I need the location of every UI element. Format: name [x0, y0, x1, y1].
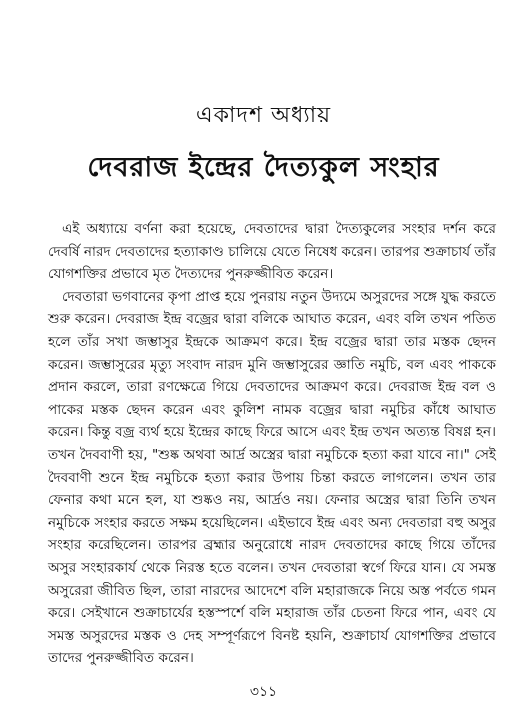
paragraph-intro: এই অধ্যায়ে বর্ণনা করা হয়েছে, দেবতাদের দ্বারা দৈত্যকুলের সংহার দর্শন করে দেবর্ষি নারদ দেবতাদের হত্যাকাণ্ড চালিয়ে যেতে নিষেধ করেন। তারপর শুক্রাচার্য তাঁর যোগশক্তির প্রভাবে মৃত দৈত্যদের পুনরুজ্জীবিত করেন।: [48, 221, 496, 283]
page-number: ৩১১: [249, 684, 278, 700]
chapter-summary: [48, 218, 496, 670]
paragraph-main: দেবতারা ভগবানের কৃপা প্রাপ্ত হয়ে পুনরায় নতুন উদ্যমে অসুরদের সঙ্গে যুদ্ধ করতে শুরু করেন। দেবরাজ ইন্দ্র বজ্রের দ্বারা বলিকে আঘাত করেন, এবং বলি তখন পতিত হলে তাঁর সখা জম্ভাসুর ইন্দ্রকে আক্রমণ করে। ইন্দ্র বজ্রের দ্বারা তার মস্তক ছেদন করেন। জম্ভাসুরের মৃত্যু সংবাদ নারদ মুনি জম্ভাসুরের জ্ঞাতি নমুচি, বল এবং পাককে প্রদান করলে, তারা রণক্ষেত্রে গিয়ে দেবতাদের আক্রমণ করে। দেবরাজ ইন্দ্র বল ও পাকের মস্তক ছেদন করেন এবং কুলিশ নামক বজ্রের দ্বারা নমুচির কাঁধে আঘাত করেন। কিন্তু বজ্র ব্যর্থ হয়ে ইন্দ্রের কাছে ফিরে আসে এবং ইন্দ্র তখন অত্যন্ত বিষণ্ণ হন। তখন দৈববাণী হয়, "শুষ্ক অথবা আর্দ্র অস্ত্রের দ্বারা নমুচিকে হত্যা করা যাবে না।" সেই দৈববাণী শুনে ইন্দ্র নমুচিকে হত্যা করার উপায় চিন্তা করতে লাগলেন। তখন তার ফেনার কথা মনে হল, যা শুষ্কও নয়, আর্দ্রও নয়। ফেনার অস্ত্রের দ্বারা তিনি তখন নমুচিকে সংহার করতে সক্ষম হয়েছিলেন। এইভাবে ইন্দ্র এবং অন্য দেবতারা বহু অসুর সংহার করেছিলেন। তারপর ব্রহ্মার অনুরোধে নারদ দেবতাদের কাছে গিয়ে তাঁদের অসুর সংহারকার্য থেকে নিরস্ত হতে বলেন। তখন দেবতারা স্বর্গে ফিরে যান। যে সমস্ত অসুরেরা জীবিত ছিল, তারা নারদের আদেশে বলি মহারাজকে নিয়ে অস্ত পর্বতে গমন করে। সেইখানে শুক্রাচার্যের হস্তস্পর্শে বলি মহারাজ তাঁর চেতনা ফিরে পান, এবং যে সমস্ত অসুরদের মস্তক ও দেহ সম্পূর্ণরূপে বিনষ্ট হয়নি, শুক্রাচার্য যোগশক্তির প্রভাবে তাদের পুনরুজ্জীবিত করেন।: [48, 288, 496, 667]
chapter-title: দেবরাজ ইন্দ্রের দৈত্যকুল সংহার: [87, 152, 440, 183]
chapter-number-heading: একাদশ অধ্যায়: [195, 103, 332, 128]
